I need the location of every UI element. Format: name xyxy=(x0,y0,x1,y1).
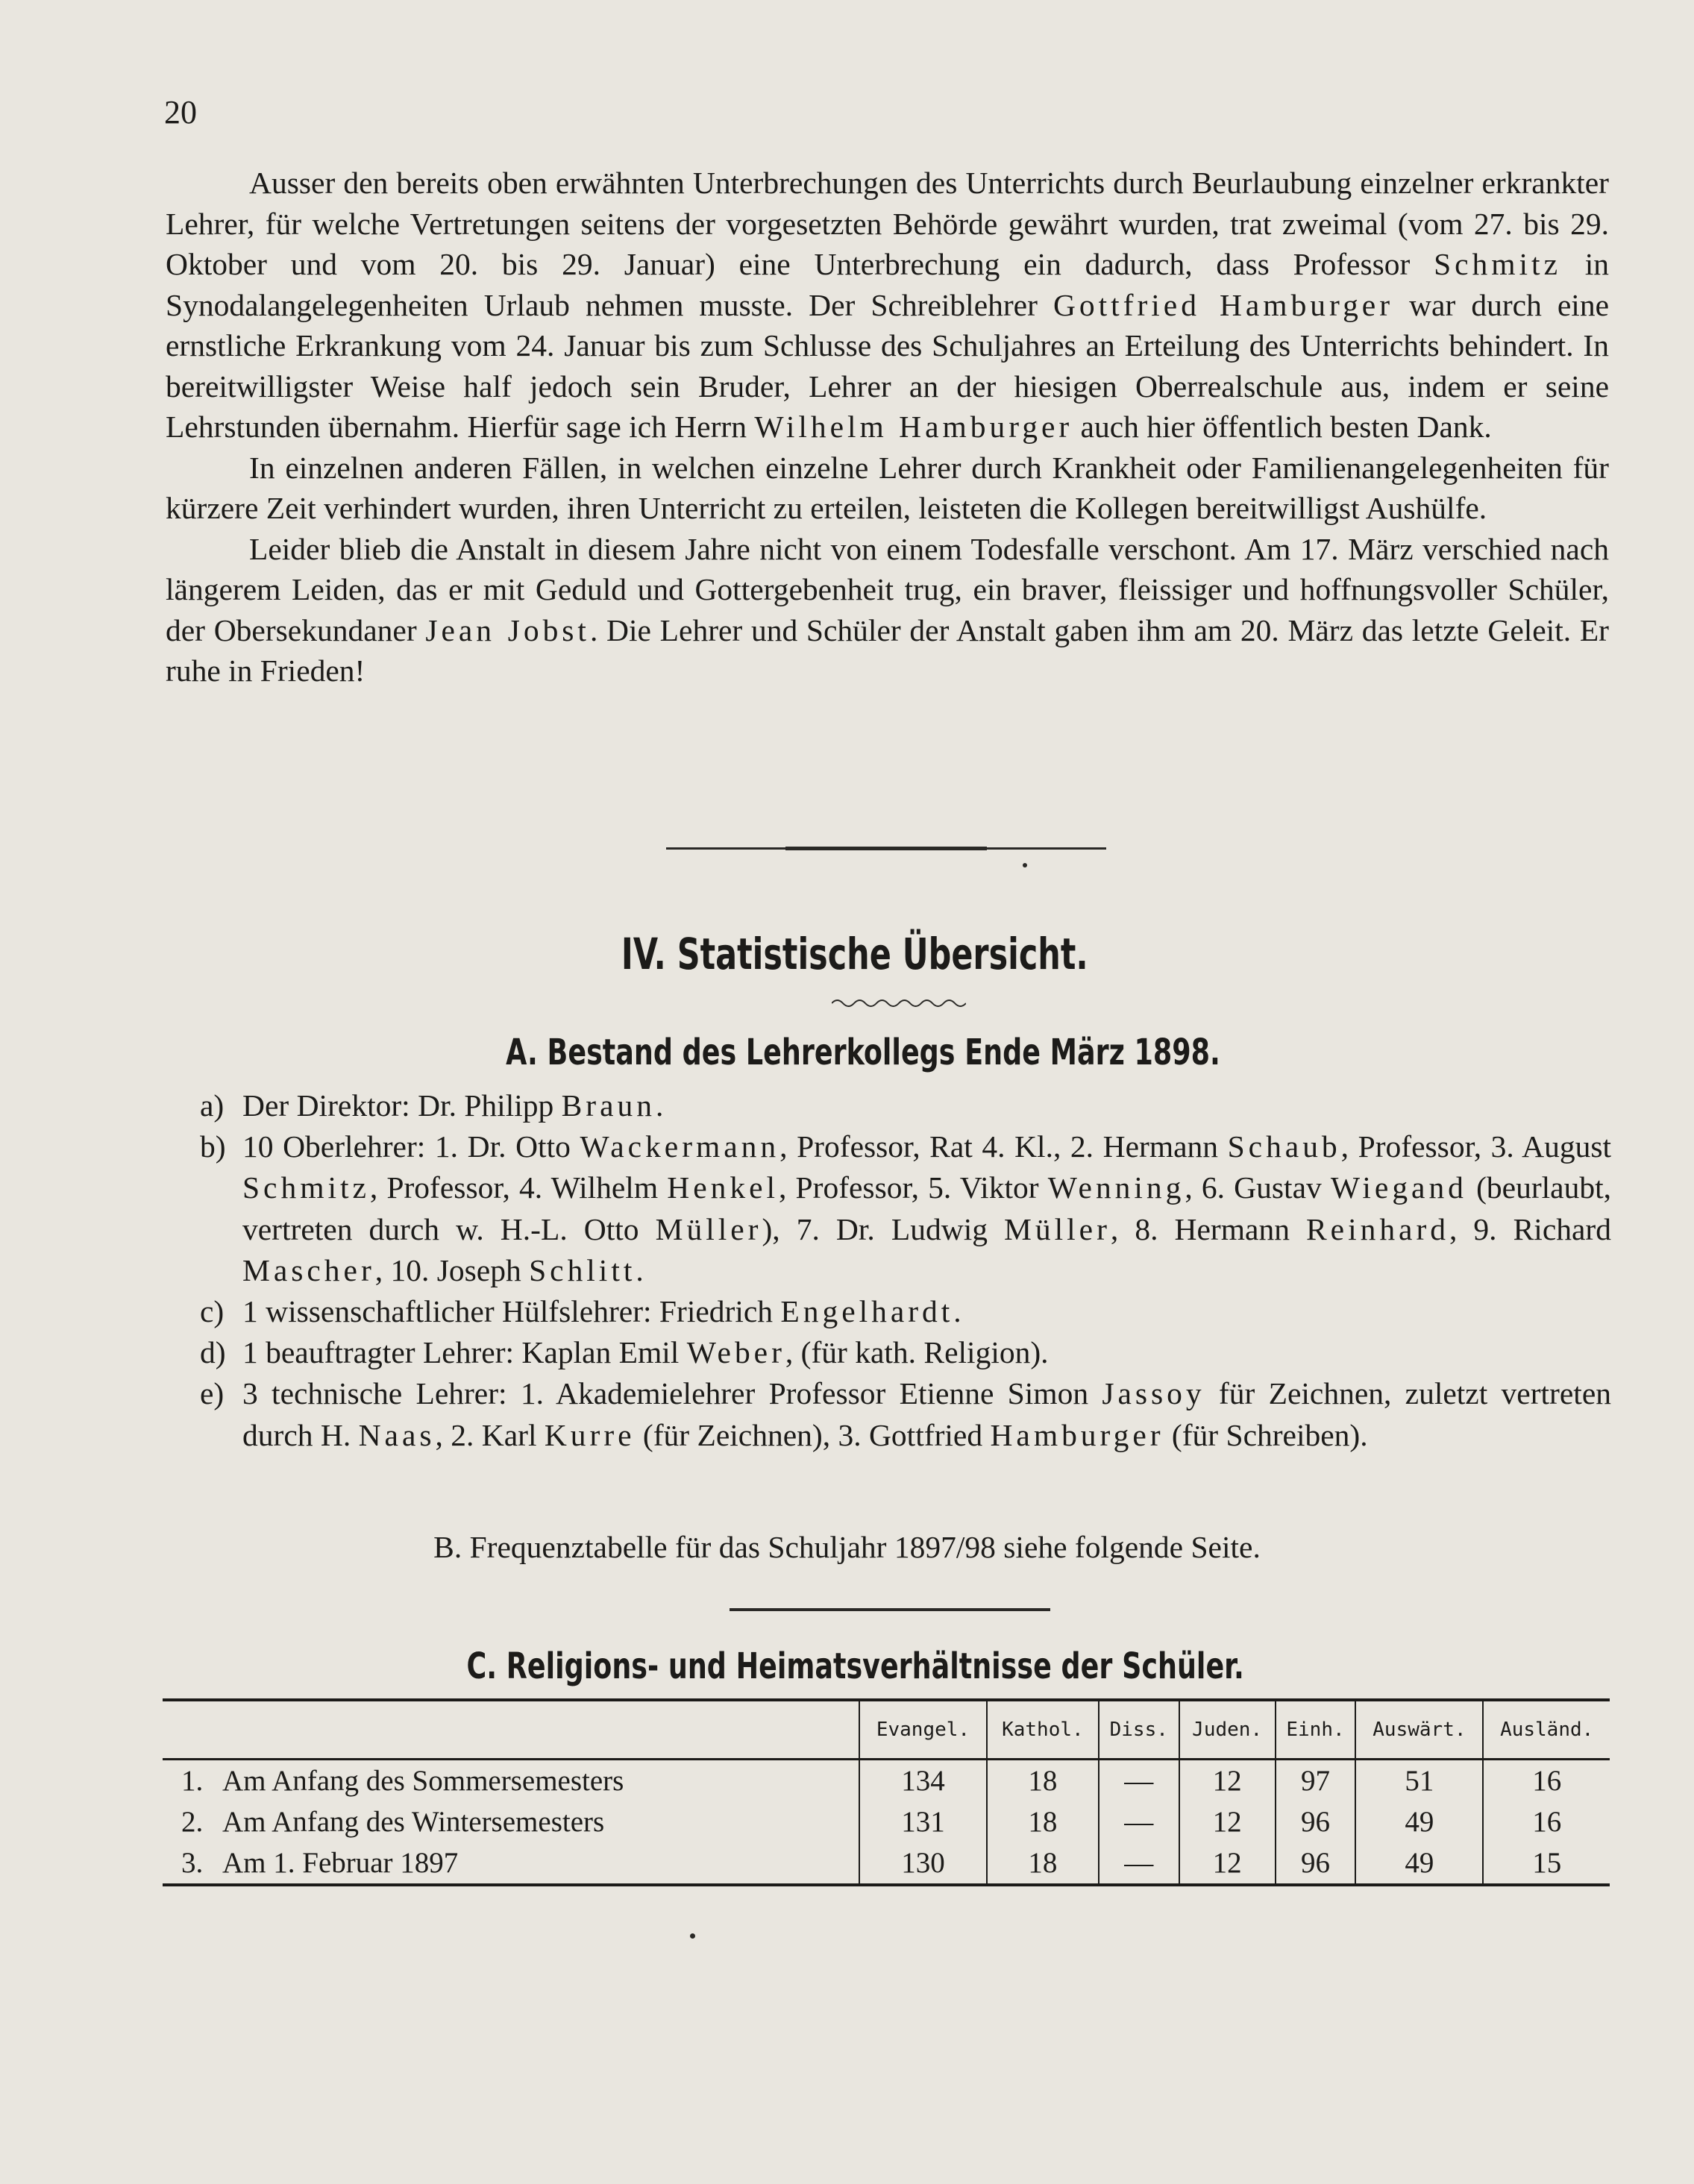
section-divider xyxy=(730,1608,1050,1611)
religion-table xyxy=(163,1698,1610,1886)
column-header: Kathol. xyxy=(987,1700,1099,1760)
column-header: Evangel. xyxy=(859,1700,987,1760)
person-name: Braun xyxy=(561,1088,656,1123)
section-c-title: C. Religions- und Heimatsverhältnisse der Schüler. xyxy=(466,1645,1244,1687)
staff-item-beauftragter: d) 1 beauftragter Lehrer: Kaplan Emil Weber, (für kath. Religion). xyxy=(200,1335,1049,1370)
person-name: Schmitz xyxy=(1434,247,1561,281)
column-header: Ausländ. xyxy=(1483,1700,1610,1760)
staff-item-director: a) Der Direktor: Dr. Philipp Braun. xyxy=(200,1088,664,1123)
wave-ornament xyxy=(832,996,966,1011)
print-speck xyxy=(690,1933,695,1939)
table-row: 1. Am Anfang des Sommersemesters 134 18 — 12 97 51 16 xyxy=(163,1760,1610,1802)
person-name: Wilhelm Hamburger xyxy=(754,410,1073,444)
table-header-row xyxy=(163,1700,1610,1760)
staff-list xyxy=(200,1085,1611,1456)
staff-item-technische: e) 3 technische Lehrer: 1. Akademielehrer Professor Etienne Simon Jassoy für Zeichnen, zuletzt vertreten durch H. Naas, 2. Karl Kurre (für Zeichnen), 3. Gottfried Hamburger (für Schreiben). xyxy=(200,1376,1611,1452)
table-row: 3. Am 1. Februar 1897 130 18 — 12 96 49 15 xyxy=(163,1842,1610,1885)
section-title: IV. Statistische Übersicht. xyxy=(621,929,1088,979)
staff-item-oberlehrer: b) 10 Oberlehrer: 1. Dr. Otto Wackermann, Professor, Rat 4. Kl., 2. Hermann Schaub, Professor, 3. August Schmitz, Professor, 4. Wilhelm Henkel, Professor, 5. Viktor Wenning, 6. Gustav Wiegand (beurlaubt, vertreten durch w. H.-L. Otto Müller), 7. Dr. Ludwig Müller, 8. Hermann Reinhard, 9. Richard Mascher, 10. Joseph Schlitt. xyxy=(200,1129,1612,1287)
table-row: 2. Am Anfang des Wintersemesters 131 18 — 12 96 49 16 xyxy=(163,1801,1610,1842)
column-header: Juden. xyxy=(1179,1700,1276,1760)
person-name: Jean Jobst xyxy=(425,612,590,647)
page-number: 20 xyxy=(164,94,197,131)
section-b-note: B. Frequenztabelle für das Schuljahr 1897/98 siehe folgende Seite. xyxy=(433,1530,1261,1564)
paragraph-death-notice: Leider blieb die Anstalt in diesem Jahre nicht von einem Todesfalle verschont. Am 17. März verschied nach längerem Leiden, das er mit Geduld und Gottergebenheit trug, ein braver, fleissiger und hoffnungsvoller Schüler, der Obersekundaner Jean Jobst. Die Lehrer und Schüler der Anstalt gaben ihm am 20. März das letzte Geleit. Er ruhe in Frieden! xyxy=(166,531,1609,688)
section-a-title: A. Bestand des Lehrerkollegs Ende März 1898. xyxy=(506,1032,1220,1073)
column-header: Diss. xyxy=(1099,1700,1179,1760)
staff-item-hilfslehrer: c) 1 wissenschaftlicher Hülfslehrer: Friedrich Engelhardt. xyxy=(200,1294,961,1329)
paragraph-substitutes: In einzelnen anderen Fällen, in welchen einzelne Lehrer durch Krankheit oder Familienangelegenheiten für kürzere Zeit verhindert wurden, ihren Unterricht zu erteilen, leisteten die Kollegen bereitwilligst Aushülfe. xyxy=(166,450,1609,525)
column-header: Einh. xyxy=(1276,1700,1356,1760)
paragraph-interruptions: Ausser den bereits oben erwähnten Unterbrechungen des Unterrichts durch Beurlaubung einzelner erkrankter Lehrer, für welche Vertretungen seitens der vorgesetzten Behörde gewährt wurden, trat zweimal (vom 27. bis 29. Oktober und vom 20. bis 29. Januar) eine Unterbrechung ein dadurch, dass Professor Schmitz in Synodalangelegenheiten Urlaub nehmen musste. Der Schreiblehrer Gottfried Hamburger war durch eine ernstliche Erkrankung vom 24. Januar bis zum Schlusse des Schuljahres an Erteilung des Unterrichts behindert. In bereitwilligster Weise half jedoch sein Bruder, Lehrer an der hiesigen Oberrealschule aus, indem er seine Lehrstunden übernahm. Hierfür sage ich Herrn Wilhelm Hamburger auch hier öffentlich besten Dank. xyxy=(166,166,1610,444)
divider-ornament xyxy=(1023,863,1027,867)
column-header: Auswärt. xyxy=(1355,1700,1483,1760)
person-name: Gottfried Hamburger xyxy=(1053,287,1394,322)
body-text xyxy=(166,163,1609,691)
section-divider xyxy=(666,847,1106,850)
